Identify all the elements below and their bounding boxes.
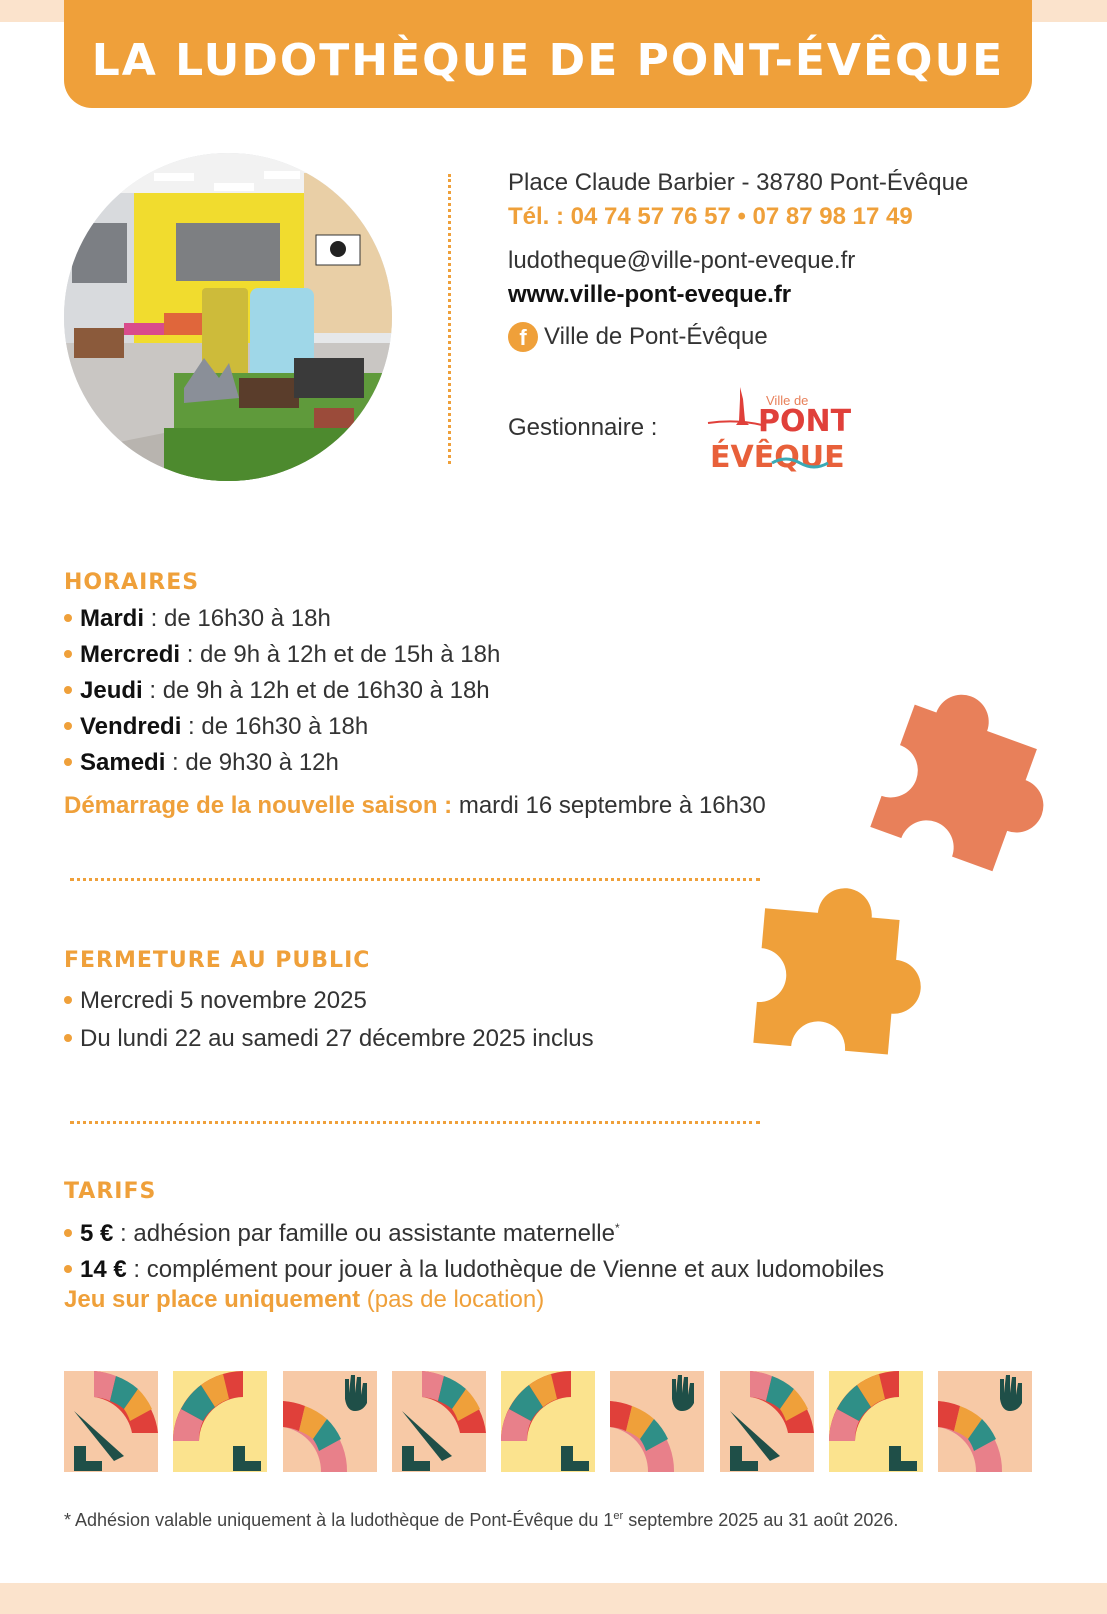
onsite-note-bold: Jeu sur place uniquement xyxy=(64,1286,361,1313)
hours-item: Jeudi : de 9h à 12h et de 16h30 à 18h xyxy=(64,673,500,709)
tile-arc-icon xyxy=(173,1371,267,1472)
rate-item: 14 € : complément pour jouer à la ludothèque de Vienne et aux ludomobiles xyxy=(64,1252,884,1288)
puzzle-piece-orange-icon xyxy=(740,870,960,1070)
puzzle-piece-red-icon xyxy=(850,680,1070,890)
bullet-icon xyxy=(64,614,72,622)
onsite-note xyxy=(64,1286,544,1314)
tile-hand-icon xyxy=(283,1371,377,1472)
rates-title: TARIFS xyxy=(64,1179,157,1204)
logo-pont: PONT xyxy=(758,404,852,439)
title-banner xyxy=(64,0,1032,108)
phone-numbers[interactable]: Tél. : 04 74 57 76 57 • 07 87 98 17 49 xyxy=(508,203,913,230)
tile-snake-icon xyxy=(64,1371,158,1472)
page-title: LA LUDOTHÈQUE DE PONT-ÉVÊQUE xyxy=(91,34,1005,86)
ludotheque-photo xyxy=(64,153,392,481)
bullet-icon xyxy=(64,758,72,766)
facebook-link[interactable] xyxy=(508,320,1068,354)
decorative-tiles-row xyxy=(64,1371,1032,1472)
hours-list xyxy=(64,601,500,781)
email-link[interactable]: ludotheque@ville-pont-eveque.fr xyxy=(508,247,856,274)
vertical-dotted-divider xyxy=(448,174,451,464)
hours-item: Mardi : de 16h30 à 18h xyxy=(64,601,500,637)
playroom-illustration xyxy=(64,153,392,481)
logo-ville-de: Ville de xyxy=(766,393,809,408)
tile-hand-icon xyxy=(610,1371,704,1472)
season-start xyxy=(64,792,766,820)
manager-label: Gestionnaire : xyxy=(508,414,658,441)
hours-item: Vendredi : de 16h30 à 18h xyxy=(64,709,500,745)
closure-item: Du lundi 22 au samedi 27 décembre 2025 inclus xyxy=(64,1020,594,1058)
website-link[interactable]: www.ville-pont-eveque.fr xyxy=(508,281,792,308)
ville-pont-eveque-logo xyxy=(706,385,866,475)
bottom-decor-strip xyxy=(0,1583,1107,1614)
hours-item: Samedi : de 9h30 à 12h xyxy=(64,745,500,781)
onsite-note-light: (pas de location) xyxy=(360,1286,545,1313)
tile-arc-icon xyxy=(501,1371,595,1472)
bullet-icon xyxy=(64,996,72,1004)
tile-arc-icon xyxy=(829,1371,923,1472)
horizontal-dotted-divider xyxy=(70,878,760,881)
footnote: * Adhésion valable uniquement à la ludothèque de Pont-Évêque du 1er septembre 2025 au 31 août 2026. xyxy=(64,1510,899,1530)
hours-item: Mercredi : de 9h à 12h et de 15h à 18h xyxy=(64,637,500,673)
tile-hand-icon xyxy=(938,1371,1032,1472)
closure-item: Mercredi 5 novembre 2025 xyxy=(64,982,594,1020)
bullet-icon xyxy=(64,1265,72,1273)
hours-title: HORAIRES xyxy=(64,570,200,595)
facebook-icon: f xyxy=(508,322,538,352)
tile-snake-icon xyxy=(720,1371,814,1472)
bullet-icon xyxy=(64,686,72,694)
rate-item: 5 € : adhésion par famille ou assistante maternelle* xyxy=(64,1210,884,1252)
closure-title: FERMETURE AU PUBLIC xyxy=(64,948,371,973)
tile-snake-icon xyxy=(392,1371,486,1472)
bullet-icon xyxy=(64,722,72,730)
rates-list xyxy=(64,1210,884,1288)
bullet-icon xyxy=(64,1034,72,1042)
horizontal-dotted-divider xyxy=(70,1121,760,1124)
closure-list xyxy=(64,982,594,1058)
contact-block xyxy=(508,166,1068,354)
season-label: Démarrage de la nouvelle saison : xyxy=(64,792,453,819)
address: Place Claude Barbier - 38780 Pont-Évêque xyxy=(508,169,969,196)
season-date: mardi 16 septembre à 16h30 xyxy=(452,792,766,819)
logo-eveque: ÉVÊQUE xyxy=(710,440,845,475)
facebook-label: Ville de Pont-Évêque xyxy=(544,323,768,350)
bullet-icon xyxy=(64,1229,72,1237)
bullet-icon xyxy=(64,650,72,658)
